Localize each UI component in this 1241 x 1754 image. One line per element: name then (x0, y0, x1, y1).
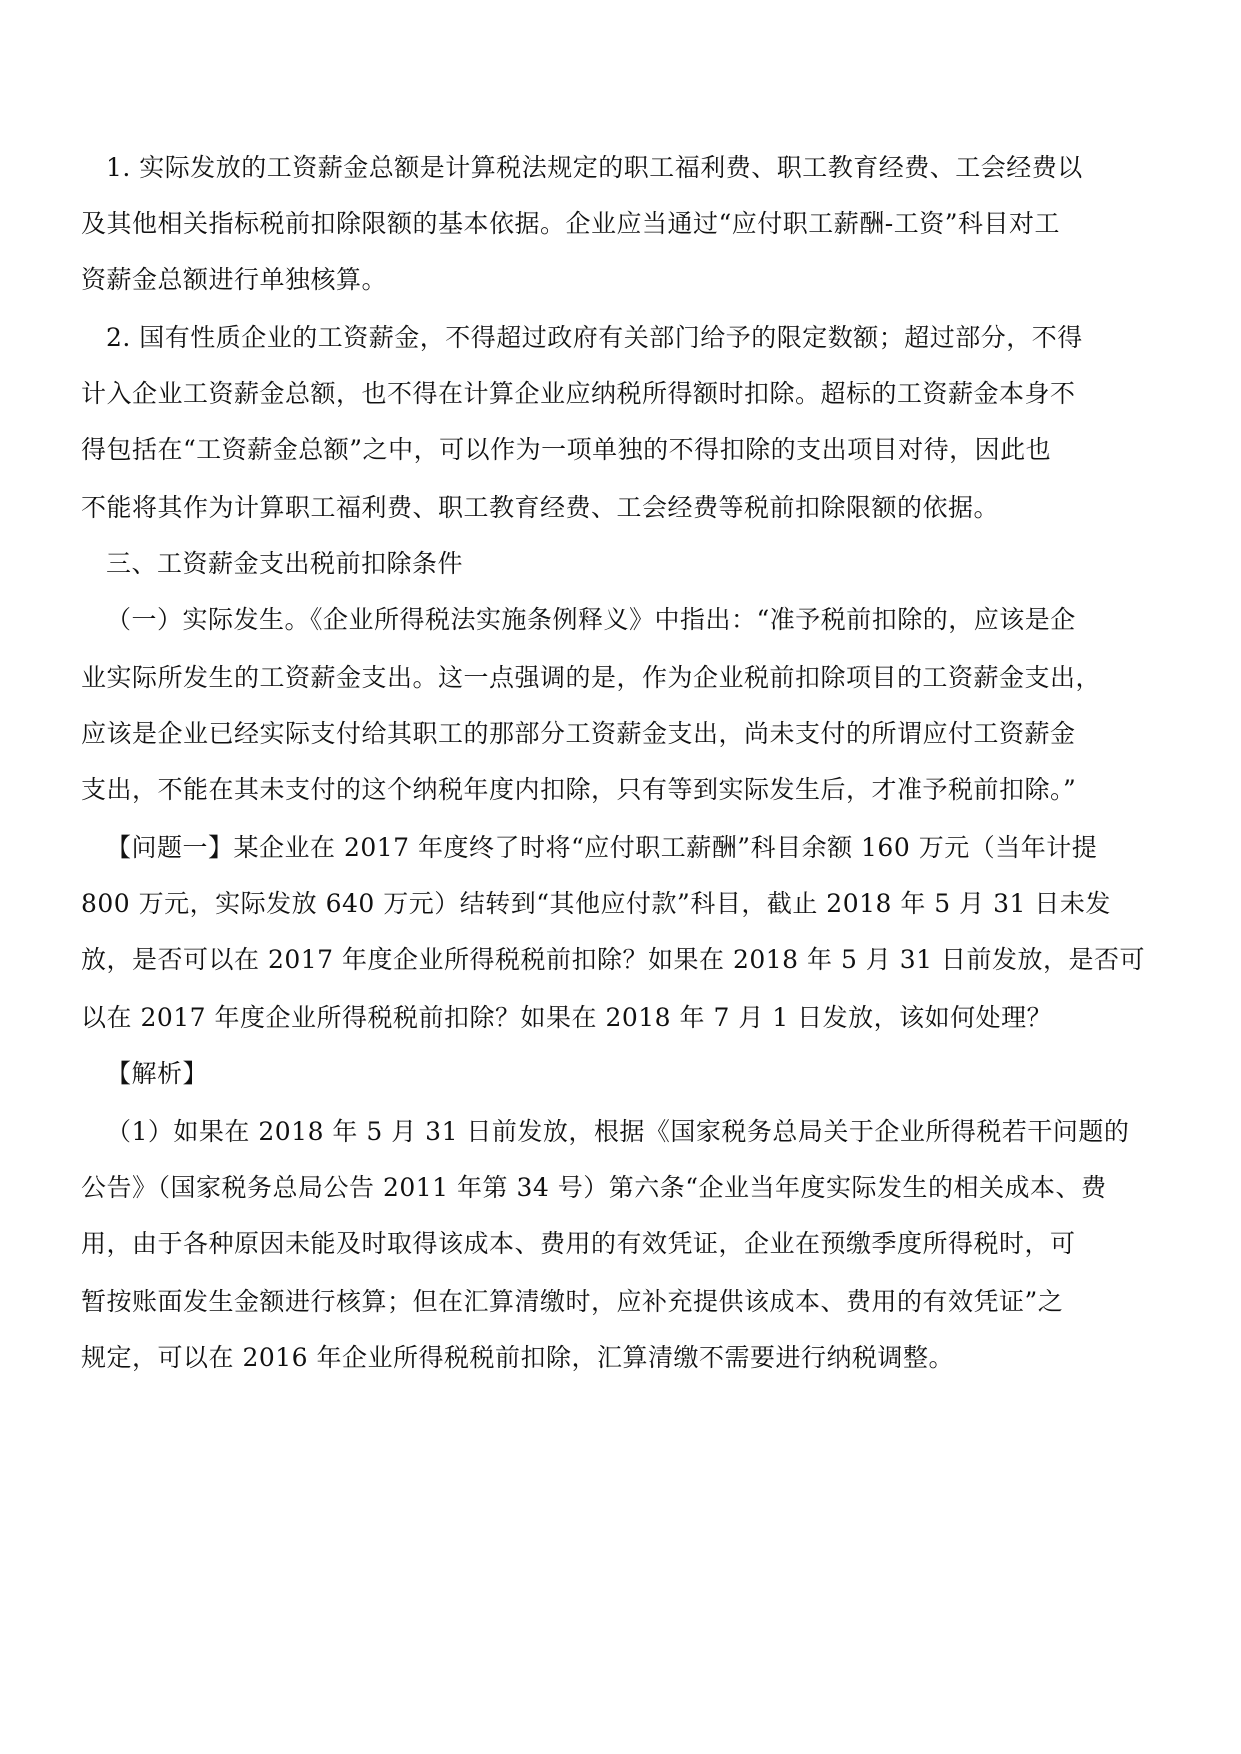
text-line (0, 886, 1241, 922)
text-line (0, 1226, 1241, 1262)
heading-text: 三、工资薪金支出税前扣除条件 (106, 549, 464, 578)
text-line (0, 716, 1241, 752)
line-text: 规定，可以在 2016 年企业所得税税前扣除，汇算清缴不需要进行纳税调整。 (81, 1343, 955, 1372)
line-text: 资薪金总额进行单独核算。 (81, 265, 388, 294)
line-text: 800 万元，实际发放 640 万元）结转到“其他应付款”科目，截止 2018 年 5 月 31 日未发 (81, 889, 1111, 918)
line-text: 支出，不能在其未支付的这个纳税年度内扣除，只有等到实际发生后，才准予税前扣除。” (81, 775, 1077, 804)
text-line (0, 942, 1241, 978)
line-text: 不能将其作为计算职工福利费、职工教育经费、工会经费等税前扣除限额的依据。 (81, 493, 1000, 522)
line-text: 1. 实际发放的工资薪金总额是计算税法规定的职工福利费、职工教育经费、工会经费以 (106, 153, 1083, 182)
text-line (0, 432, 1241, 468)
text-line (0, 490, 1241, 526)
line-text: 放，是否可以在 2017 年度企业所得税税前扣除？如果在 2018 年 5 月 31 日前发放，是否可 (81, 945, 1146, 974)
text-line (0, 150, 1241, 186)
text-line (0, 1000, 1241, 1036)
text-line (0, 1284, 1241, 1320)
text-line (0, 660, 1241, 696)
line-text: 业实际所发生的工资薪金支出。这一点强调的是，作为企业税前扣除项目的工资薪金支出， (81, 663, 1102, 692)
line-text: 以在 2017 年度企业所得税税前扣除？如果在 2018 年 7 月 1 日发放，该如何处理？ (81, 1003, 1053, 1032)
text-line (0, 262, 1241, 298)
text-line (0, 320, 1241, 356)
line-text: （1）如果在 2018 年 5 月 31 日前发放，根据《国家税务总局关于企业所得税若干问题的 (106, 1117, 1130, 1146)
section-heading (0, 546, 1241, 582)
line-text: 应该是企业已经实际支付给其职工的那部分工资薪金支出，尚未支付的所谓应付工资薪金 (81, 719, 1076, 748)
text-line (0, 1114, 1241, 1150)
line-text: 【解析】 (106, 1059, 209, 1088)
line-text: 得包括在“工资薪金总额”之中，可以作为一项单独的不得扣除的支出项目对待，因此也 (81, 435, 1052, 464)
line-text: 【问题一】某企业在 2017 年度终了时将“应付职工薪酬”科目余额 160 万元（当年计提 (106, 833, 1098, 862)
text-line (0, 376, 1241, 412)
line-text: 公告》（国家税务总局公告 2011 年第 34 号）第六条“企业当年度实际发生的相关成本、费 (81, 1173, 1107, 1202)
text-line (0, 1340, 1241, 1376)
line-text: 计入企业工资薪金总额，也不得在计算企业应纳税所得额时扣除。超标的工资薪金本身不 (81, 379, 1076, 408)
text-line (0, 602, 1241, 638)
text-line (0, 206, 1241, 242)
line-text: 2. 国有性质企业的工资薪金，不得超过政府有关部门给予的限定数额；超过部分，不得 (106, 323, 1083, 352)
text-line (0, 772, 1241, 808)
line-text: （一）实际发生。《企业所得税法实施条例释义》中指出：“准予税前扣除的，应该是企 (106, 605, 1076, 634)
line-text: 暂按账面发生金额进行核算；但在汇算清缴时，应补充提供该成本、费用的有效凭证”之 (81, 1287, 1064, 1316)
line-text: 用，由于各种原因未能及时取得该成本、费用的有效凭证，企业在预缴季度所得税时，可 (81, 1229, 1076, 1258)
line-text: 及其他相关指标税前扣除限额的基本依据。企业应当通过“应付职工薪酬-工资”科目对工 (81, 209, 1061, 238)
text-line (0, 1170, 1241, 1206)
text-line (0, 830, 1241, 866)
text-line (0, 1056, 1241, 1092)
